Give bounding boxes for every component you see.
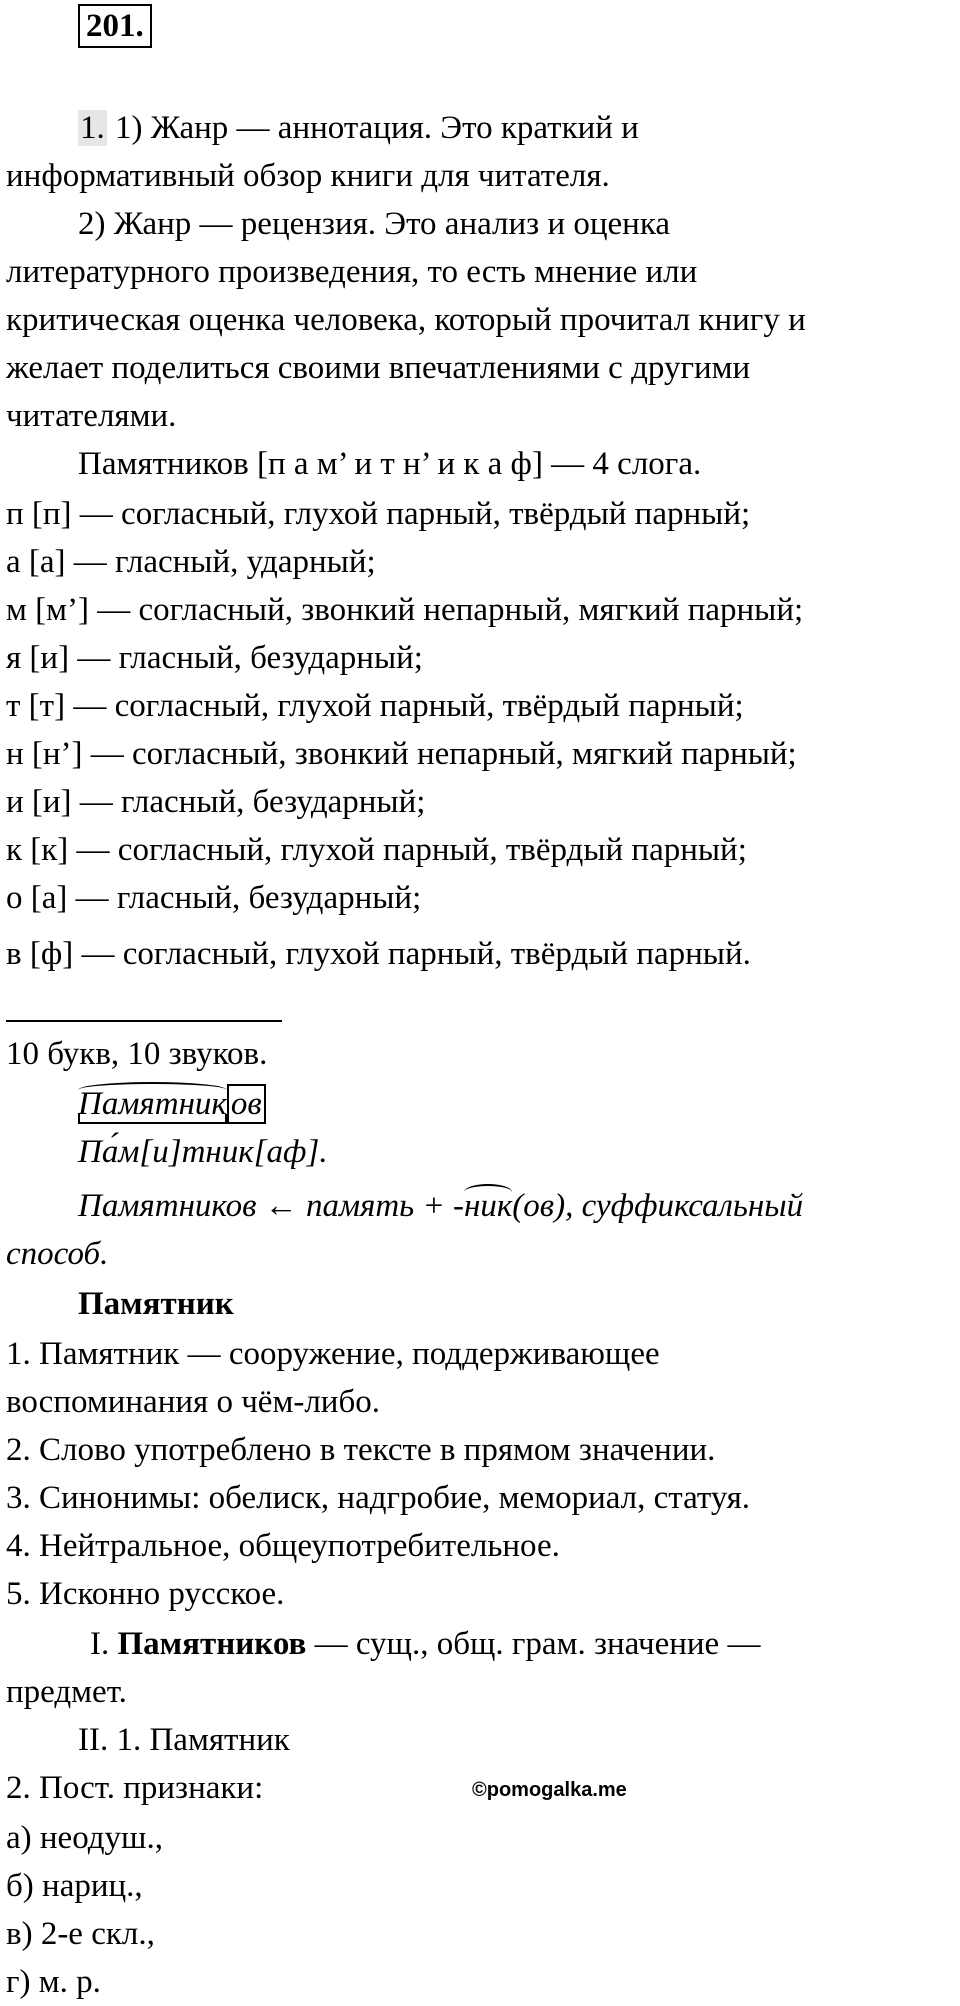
genre-line-3: 2) Жанр — рецензия. Это анализ и оценка xyxy=(78,206,671,242)
morph-word: Памятников xyxy=(117,1626,307,1662)
phonetic-heading: Памятников [п а м’ и т н’ и к а ф] — 4 слога. xyxy=(78,446,702,482)
const-feature: в) 2-е скл., xyxy=(6,1916,155,1952)
genre-text-1: 1) Жанр — аннотация. Это краткий и xyxy=(106,110,639,146)
suffix-mark: ник xyxy=(464,1182,512,1230)
formation-arrow: ← память + - xyxy=(256,1188,464,1224)
phonetic-row: я [и] — гласный, безударный; xyxy=(6,640,423,676)
formation-word: Памятников xyxy=(78,1188,257,1224)
genre-line-7: читателями. xyxy=(6,398,177,434)
phonetic-row: н [н’] — согласный, звонкий непарный, мягкий парный; xyxy=(6,736,797,772)
phonetic-row: к [к] — согласный, глухой парный, твёрдый парный; xyxy=(6,832,747,868)
genre-line-6: желает поделиться своими впечатлениями с другими xyxy=(6,350,751,386)
morph-line-1 xyxy=(90,1620,760,1668)
word-formation-line xyxy=(78,1182,803,1230)
root-mark: Памятник xyxy=(78,1080,227,1128)
genre-line-4: литературного произведения, то есть мнение или xyxy=(6,254,698,290)
lexical-heading: Памятник xyxy=(78,1286,234,1322)
lexical-item: 2. Слово употреблено в тексте в прямом значении. xyxy=(6,1432,716,1468)
divider-rule xyxy=(6,1020,282,1022)
morph-desc: — сущ., общ. грам. значение — xyxy=(306,1626,761,1662)
lexical-item: 3. Синонимы: обелиск, надгробие, мемориал, статуя. xyxy=(6,1480,750,1516)
letters-sounds-summary: 10 букв, 10 звуков. xyxy=(6,1036,268,1072)
lexical-item: 1. Памятник — сооружение, поддерживающее xyxy=(6,1336,660,1372)
stem-mark xyxy=(78,1080,227,1128)
morph-initial-form: II. 1. Памятник xyxy=(78,1722,290,1758)
const-feature: б) нариц., xyxy=(6,1868,143,1904)
phonetic-row: т [т] — согласный, глухой парный, твёрдый парный; xyxy=(6,688,744,724)
phonetic-row: в [ф] — согласный, глухой парный, твёрдый парный. xyxy=(6,936,751,972)
genre-line-2: информативный обзор книги для читателя. xyxy=(6,158,610,194)
phonetic-row: м [м’] — согласный, звонкий непарный, мягкий парный; xyxy=(6,592,804,628)
task-number: 201. xyxy=(78,4,152,48)
phonetic-row: и [и] — гласный, безударный; xyxy=(6,784,426,820)
phonetic-row: о [а] — гласный, безударный; xyxy=(6,880,422,916)
genre-line-1 xyxy=(78,104,639,152)
lexical-item: 5. Исконно русское. xyxy=(6,1576,285,1612)
genre-line-5: критическая оценка человека, который прочитал книгу и xyxy=(6,302,806,338)
const-features-heading: 2. Пост. признаки: xyxy=(6,1770,264,1806)
item-marker: 1. xyxy=(80,110,105,146)
const-feature: а) неодуш., xyxy=(6,1820,163,1856)
lexical-item: 4. Нейтральное, общеупотребительное. xyxy=(6,1528,560,1564)
phonetic-row: п [п] — согласный, глухой парный, твёрдый парный; xyxy=(6,496,751,532)
watermark: ©pomogalka.me xyxy=(472,1779,627,1801)
const-feature: г) м. р. xyxy=(6,1964,101,2000)
ending-mark: ов xyxy=(227,1084,266,1124)
roman-one: I. xyxy=(90,1626,118,1662)
lexical-item: воспоминания о чём-либо. xyxy=(6,1384,380,1420)
morph-line-2: предмет. xyxy=(6,1674,127,1710)
phonetic-row: а [а] — гласный, ударный; xyxy=(6,544,376,580)
word-formation-line-2: способ. xyxy=(6,1236,109,1272)
formation-tail: (ов), суффиксальный xyxy=(512,1188,804,1224)
morphemic-parse xyxy=(78,1080,266,1128)
spelling-transcription: Па́м[и]тник[аф]. xyxy=(78,1134,328,1170)
